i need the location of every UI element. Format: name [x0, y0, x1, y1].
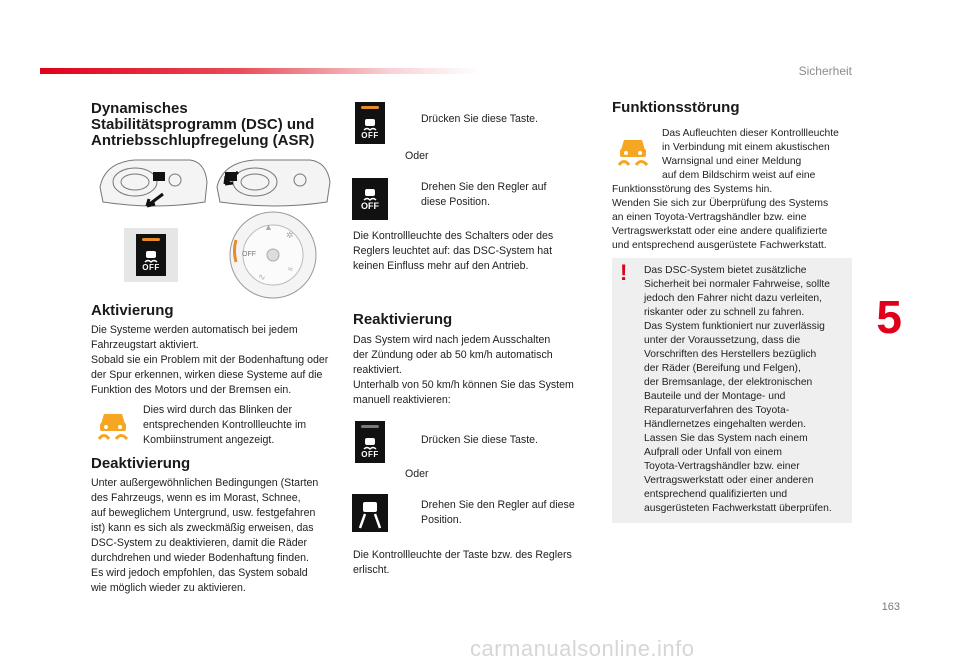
dsc-button-illustration	[124, 228, 178, 282]
main-title-line-2: Stabilitätsprogramm (DSC) und	[91, 116, 315, 133]
svg-text:OFF: OFF	[242, 251, 256, 258]
indicator-line: Dies wird durch das Blinken der	[143, 404, 292, 416]
step-press-button	[405, 112, 538, 127]
malfunction-line: Warnsignal und einer Meldung	[662, 156, 802, 167]
rotary-normal-position-icon	[352, 494, 388, 532]
off-label: OFF	[361, 201, 379, 211]
malfunction-line: Das Aufleuchten dieser Kontrollleuchte	[662, 128, 839, 139]
malfunction-line: und entsprechend ausgerüstete Fachwerkstatt.	[612, 240, 827, 251]
step-press-button-reactivate	[405, 433, 538, 448]
deactivation-line: ist) kann es sich als zweckmäßig erweisen, das	[91, 522, 314, 534]
skidding-car-icon	[143, 249, 159, 263]
off-label: OFF	[361, 131, 379, 140]
warning-line: ausgerüsteten Fachwerkstatt überprüfen.	[644, 503, 832, 514]
warning-line: Vertragswerkstatt oder einer anderen	[644, 475, 814, 486]
deactivation-line: durchdrehen und wieder Bodenhaftung finden.	[91, 552, 309, 564]
result-line: keinen Einfluss mehr auf den Antrieb.	[353, 260, 529, 272]
off-label: OFF	[361, 450, 379, 459]
indicator-line: Kombiinstrument angezeigt.	[143, 434, 275, 446]
svg-text:∿: ∿	[258, 272, 266, 282]
main-title-line-3: Antriebsschlupfregelung (ASR)	[91, 132, 315, 149]
button-lamp-unlit	[361, 425, 379, 428]
dsc-off-button-unlit	[355, 421, 385, 463]
reactivation-line: reaktiviert.	[353, 364, 402, 376]
header-section-title: Sicherheit	[798, 64, 852, 78]
svg-text:✲: ✲	[286, 230, 294, 240]
warning-line: riskanter oder zu schnell zu fahren.	[644, 307, 805, 318]
dsc-warning-lamp-icon	[616, 136, 650, 168]
deactivation-line: wie möglich wieder zu aktivieren.	[91, 582, 246, 594]
malfunction-line: in Verbindung mit einem akustischen	[662, 142, 830, 153]
heading-malfunction: Funktionsstörung	[612, 99, 740, 116]
deactivation-line: Es wird jedoch empfohlen, das System sobald	[91, 567, 308, 579]
warning-line: Bauteile und der Montage- und	[644, 391, 786, 402]
warning-line: Das DSC-System bietet zusätzliche	[644, 265, 807, 276]
svg-text:▲: ▲	[264, 222, 273, 232]
step-text: Drehen Sie den Regler auf diese	[421, 499, 575, 511]
or-separator: Oder	[405, 150, 429, 162]
warning-line: der Bremsanlage, der elektronischen	[644, 377, 813, 388]
malfunction-indent-text	[662, 127, 857, 183]
warning-line: unter der Voraussetzung, dass die	[644, 335, 801, 346]
result-line: Reglers leuchtet auf: das DSC-System hat	[353, 245, 553, 257]
heading-deactivation: Deaktivierung	[91, 455, 191, 472]
activation-line: Die Systeme werden automatisch bei jedem	[91, 324, 298, 336]
result-line: erlischt.	[353, 564, 390, 576]
deactivation-line: des Fahrzeugs, wenn es im Morast, Schnee,	[91, 492, 301, 504]
warning-line: entsprechend qualifizierten und	[644, 489, 788, 500]
page-number: 163	[881, 601, 900, 613]
warning-line: jedoch den Fahrer nicht dazu verleiten,	[644, 293, 823, 304]
activation-line: der Spur erkennen, wirken diese Systeme auf die	[91, 369, 323, 381]
malfunction-line: an einen Toyota-Vertragshändler bzw. eine	[612, 212, 807, 223]
step-text: diese Position.	[421, 196, 490, 208]
warning-line: Sicherheit bei normaler Fahrweise, sollte	[644, 279, 830, 290]
malfunction-line: auf dem Bildschirm weist auf eine	[662, 170, 816, 181]
warning-text	[644, 264, 848, 516]
result-line: Die Kontrollleuchte der Taste bzw. des Reglers	[353, 549, 572, 561]
step-turn-dial	[405, 180, 595, 210]
reactivation-text	[353, 333, 603, 408]
reactivation-line: manuell reaktivieren:	[353, 394, 451, 406]
deactivation-line: auf beweglichem Untergrund, usw. festgefahren	[91, 507, 316, 519]
warning-line: Das System funktioniert nur zuverlässig	[644, 321, 825, 332]
activation-indicator-text	[143, 403, 338, 448]
indicator-line: entsprechenden Kontrollleuchte im	[143, 419, 307, 431]
step-text: Position.	[421, 514, 462, 526]
skidding-car-icon	[362, 436, 378, 450]
or-separator: Oder	[405, 468, 429, 480]
warning-line: der Räder (Bereifung und Felgen),	[644, 363, 801, 374]
malfunction-text	[612, 183, 857, 253]
reactivation-line: der Zündung oder ab 50 km/h automatisch	[353, 349, 553, 361]
warning-line: Vorschriften des Herstellers bezüglich	[644, 349, 817, 360]
chapter-number: 5	[876, 291, 902, 343]
result-line: Die Kontrollleuchte des Schalters oder des	[353, 230, 554, 242]
svg-text:≈: ≈	[288, 264, 293, 274]
dsc-warning-lamp-icon	[96, 410, 130, 442]
activation-text	[91, 323, 341, 398]
button-lamp	[142, 238, 160, 241]
step-text: Drücken Sie diese Taste.	[421, 434, 538, 446]
header-accent-bar	[40, 68, 480, 74]
dsc-off-button	[136, 234, 166, 276]
malfunction-line: Funktionsstörung des Systems hin.	[612, 184, 773, 195]
deactivation-line: DSC-System zu deaktivieren, damit die Räder	[91, 537, 308, 549]
dsc-off-button-lit	[355, 102, 385, 144]
watermark: carmanualsonline.info	[470, 636, 695, 661]
skidding-car-icon	[362, 117, 378, 131]
malfunction-line: Wenden Sie sich zur Überprüfung des Systems	[612, 198, 829, 209]
activation-line: Sobald sie ein Problem mit der Bodenhaftung oder	[91, 354, 329, 366]
warning-line: Lassen Sie das System nach einem	[644, 433, 808, 444]
rotary-off-position-icon	[352, 178, 388, 220]
reactivation-result	[353, 548, 603, 578]
heading-activation: Aktivierung	[91, 302, 174, 319]
heading-reactivation: Reaktivierung	[353, 311, 453, 328]
malfunction-line: Vertragswerkstatt oder eine andere qualifizierte	[612, 226, 828, 237]
button-lamp-lit	[361, 106, 379, 109]
main-title-line-1: Dynamisches	[91, 100, 188, 117]
warning-line: Händlernetzes eingehalten werden.	[644, 419, 807, 430]
rotary-selector-illustration	[228, 210, 318, 300]
reactivation-line: Das System wird nach jedem Ausschalten	[353, 334, 551, 346]
deactivation-result	[353, 229, 603, 274]
activation-line: Fahrzeugstart aktiviert.	[91, 339, 199, 351]
warning-icon: !	[620, 260, 628, 285]
warning-line: Aufprall oder Unfall von einem	[644, 447, 782, 458]
step-text: Drücken Sie diese Taste.	[421, 113, 538, 125]
warning-box	[612, 258, 852, 523]
off-label: OFF	[142, 263, 160, 272]
deactivation-line: Unter außergewöhnlichen Bedingungen (Starten	[91, 477, 319, 489]
warning-line: Reparaturverfahren des Toyota-	[644, 405, 790, 416]
deactivation-text	[91, 476, 346, 596]
dashboard-illustration	[95, 152, 335, 214]
main-title	[91, 101, 341, 149]
step-turn-dial-reactivate	[405, 498, 600, 528]
reactivation-line: Unterhalb von 50 km/h können Sie das System	[353, 379, 574, 391]
skidding-car-icon	[362, 187, 378, 201]
activation-line: Funktion des Motors und der Bremsen ein.	[91, 384, 292, 396]
warning-line: Toyota-Vertragshändler bzw. einer	[644, 461, 800, 472]
road-lane-car-icon	[352, 494, 388, 532]
step-text: Drehen Sie den Regler auf	[421, 181, 547, 193]
